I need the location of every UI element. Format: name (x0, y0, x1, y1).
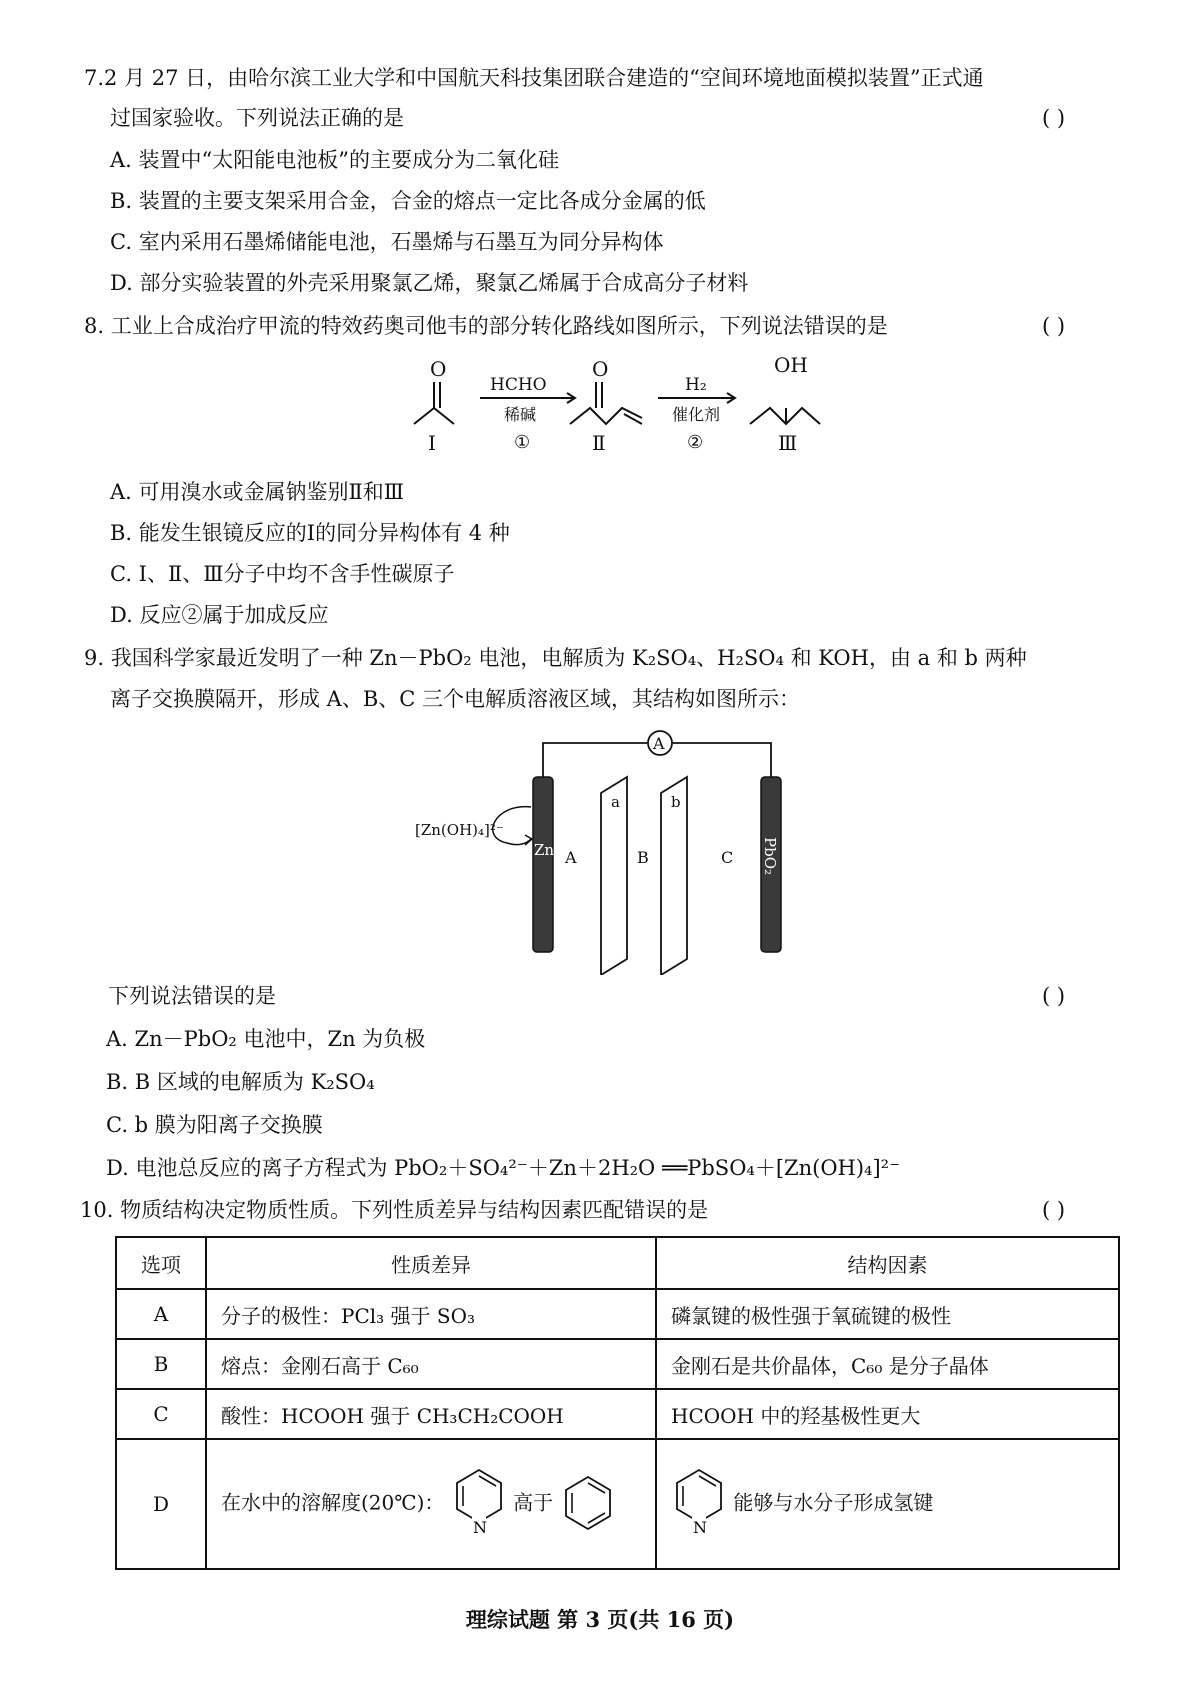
q7-option-a: A. 装置中“太阳能电池板”的主要成分为二氧化硅 (110, 148, 559, 172)
row-a-cause: 磷氯键的极性强于氧硫键的极性 (656, 1289, 1119, 1339)
row-c-cause: HCOOH 中的羟基极性更大 (656, 1389, 1119, 1439)
q8-stem: 8. 工业上合成治疗甲流的特效药奥司他韦的部分转化路线如图所示，下列说法错误的是 (84, 314, 888, 338)
row-b-cause: 金刚石是共价晶体，C₆₀ 是分子晶体 (656, 1339, 1119, 1389)
q9-zn-label: Zn (534, 841, 555, 859)
q8-mol3-hydroxyl: OH (774, 353, 808, 377)
q7-option-b: B. 装置的主要支架采用合金，合金的熔点一定比各成分金属的低 (110, 189, 706, 213)
q8-label-iii: Ⅲ (778, 431, 798, 455)
q7-stem-line1: 7.2 月 27 日，由哈尔滨工业大学和中国航天科技集团联合建造的“空间环境地面模拟装置”正式通 (84, 66, 984, 90)
q7-stem-line2: 过国家验收。下列说法正确的是 (110, 106, 404, 130)
q9-option-d: D. 电池总反应的离子方程式为 PbO₂＋SO₄²⁻＋Zn＋2H₂O ══PbSO₄＋[Zn(OH)₄]²⁻ (106, 1156, 901, 1180)
q8-step-1: ① (514, 432, 531, 453)
q7-option-c: C. 室内采用石墨烯储能电池，石墨烯与石墨互为同分异构体 (110, 230, 664, 254)
table-row (116, 1389, 1119, 1439)
q8-label-ii: Ⅱ (592, 431, 606, 455)
q9-zone-c: C (721, 848, 734, 867)
q8-option-b: B. 能发生银镜反应的Ⅰ的同分异构体有 4 种 (110, 521, 510, 545)
pyridine-n-label: N (693, 1518, 707, 1537)
page-footer: 理综试题 第 3 页(共 16 页) (465, 1607, 735, 1632)
q8-step-2: ② (687, 432, 704, 453)
row-d-cause-text: 能够与水分子形成氢键 (733, 1490, 934, 1515)
q8-reagent-2: H₂ (685, 375, 707, 395)
q8-answer-paren: ( ) (1042, 314, 1066, 338)
q9-zone-a: A (565, 848, 577, 867)
table-header-property: 性质差异 (206, 1237, 656, 1289)
row-b-property: 熔点：金刚石高于 C₆₀ (206, 1339, 656, 1389)
q9-ask: 下列说法错误的是 (108, 984, 276, 1008)
zn-electrode (533, 777, 553, 952)
q9-membrane-b-label: b (671, 793, 681, 811)
q8-reaction-scheme (400, 350, 840, 465)
pyridine-structure-icon (451, 1464, 507, 1544)
q9-ammeter-label: A (653, 734, 665, 753)
q9-battery-diagram (415, 725, 815, 975)
row-c-property: 酸性：HCOOH 强于 CH₃CH₂COOH (206, 1389, 656, 1439)
q9-zone-b: B (637, 848, 649, 867)
benzene-structure-icon (560, 1471, 616, 1537)
q9-stem-line1: 9. 我国科学家最近发明了一种 Zn－PbO₂ 电池，电解质为 K₂SO₄、H₂SO₄ 和 KOH，由 a 和 b 两种 (84, 646, 1027, 670)
table-row (116, 1439, 1119, 1569)
q7-option-d: D. 部分实验装置的外壳采用聚氯乙烯，聚氯乙烯属于合成高分子材料 (110, 271, 749, 295)
row-a-option: A (116, 1289, 206, 1339)
table-header-row (116, 1237, 1119, 1289)
row-d-cause (656, 1439, 1119, 1569)
q9-option-c: C. b 膜为阳离子交换膜 (106, 1113, 323, 1137)
q8-condition-2: 催化剂 (672, 405, 721, 424)
q8-option-a: A. 可用溴水或金属钠鉴别Ⅱ和Ⅲ (110, 480, 405, 504)
q8-option-c: C. Ⅰ、Ⅱ、Ⅲ分子中均不含手性碳原子 (110, 562, 455, 586)
q8-option-d: D. 反应②属于加成反应 (110, 603, 329, 627)
row-c-option: C (116, 1389, 206, 1439)
table-row (116, 1339, 1119, 1389)
q9-pbo2-label: PbO₂ (761, 837, 779, 876)
q9-option-a: A. Zn－PbO₂ 电池中，Zn 为负极 (106, 1027, 426, 1051)
q8-label-i: Ⅰ (428, 431, 436, 455)
table-header-option: 选项 (116, 1237, 206, 1289)
q9-option-b: B. B 区域的电解质为 K₂SO₄ (106, 1070, 375, 1094)
row-a-property: 分子的极性：PCl₃ 强于 SO₃ (206, 1289, 656, 1339)
q10-answer-paren: ( ) (1042, 1198, 1066, 1222)
q7-answer-paren: ( ) (1042, 106, 1066, 130)
q9-stem-line2: 离子交换膜隔开，形成 A、B、C 三个电解质溶液区域，其结构如图所示： (110, 687, 801, 711)
q9-answer-paren: ( ) (1042, 984, 1066, 1008)
q8-mol1-oxygen: O (430, 357, 447, 381)
pyridine-structure-icon (671, 1464, 727, 1544)
row-b-option: B (116, 1339, 206, 1389)
q9-membrane-a-label: a (611, 793, 620, 811)
q9-zincate-label: [Zn(OH)₄]²⁻ (415, 821, 504, 839)
table-row (116, 1289, 1119, 1339)
row-d-property-prefix: 在水中的溶解度(20℃)： (221, 1490, 445, 1515)
q8-mol2-oxygen: O (592, 357, 609, 381)
q8-condition-1: 稀碱 (504, 405, 537, 424)
row-d-property-middle: 高于 (513, 1490, 554, 1515)
pyridine-n-label: N (472, 1518, 487, 1537)
row-d-option: D (116, 1439, 206, 1569)
q8-reagent-1: HCHO (490, 375, 547, 395)
row-d-property (206, 1439, 656, 1569)
q10-table (115, 1236, 1120, 1570)
q10-stem: 10. 物质结构决定物质性质。下列性质差异与结构因素匹配错误的是 (80, 1198, 709, 1222)
table-header-cause: 结构因素 (656, 1237, 1119, 1289)
